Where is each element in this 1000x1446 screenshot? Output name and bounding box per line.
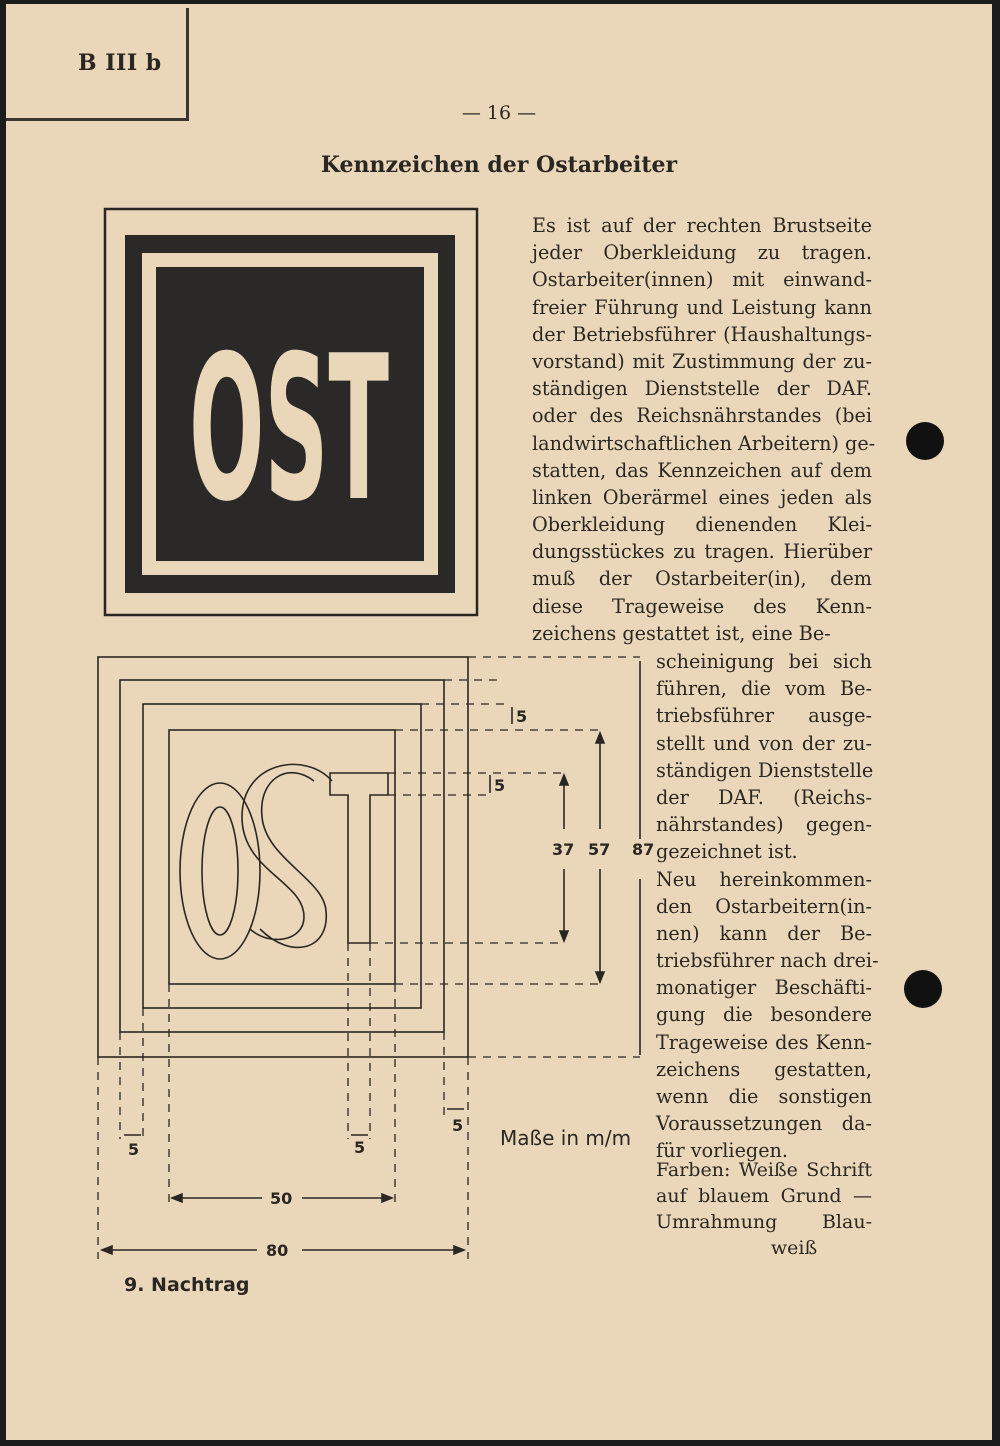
text-line: gezeichnet ist. (656, 840, 798, 864)
text-line: nährstandes) gegen- (656, 813, 872, 837)
text-line: dungsstückes zu tragen. Hierüber (532, 540, 872, 564)
page-title: Kennzeichen der Ostarbeiter (320, 152, 678, 178)
text-line: führen, die vom Be- (656, 677, 872, 701)
text-line: zeichens gestatten, (656, 1057, 872, 1081)
ost-badge-illustration (104, 208, 480, 624)
dimension-drawing (92, 649, 655, 1273)
text-line: landwirtschaftlichen Arbeitern) ge- (532, 431, 876, 455)
text-line: triebsführer nach drei- (656, 949, 879, 973)
colors-note (656, 1157, 872, 1261)
footer-supplement: 9. Nachtrag (124, 1274, 250, 1296)
text-line: Trageweise des Kenn- (656, 1030, 872, 1054)
section-tab-label: B III b (78, 50, 162, 76)
dim-87: 87 (632, 840, 655, 859)
dim-37: 37 (552, 840, 575, 859)
text-line: Umrahmung Blau- (656, 1211, 872, 1233)
document-page (6, 4, 992, 1440)
dim-5-top: 5 (516, 707, 528, 726)
text-line: weiß (770, 1237, 818, 1259)
text-line: jeder Oberkleidung zu tragen. (532, 241, 872, 265)
dim-5-right: 5 (452, 1116, 464, 1135)
text-line: oder des Reichsnährstandes (bei (532, 404, 872, 428)
text-line: nen) kann der Be- (656, 921, 872, 945)
text-line: scheinigung bei sich (656, 650, 872, 673)
text-line: muß der Ostarbeiter(in), dem (532, 567, 872, 591)
dim-5-left: 5 (128, 1140, 140, 1159)
text-line: statten, das Kennzeichen auf dem (532, 458, 872, 482)
text-line: Farben: Weiße Schrift (656, 1159, 872, 1181)
text-line: linken Oberärmel eines jeden als (532, 485, 872, 509)
text-line: wenn die sonstigen (656, 1085, 872, 1108)
paragraph-1 (532, 212, 876, 647)
text-line: vorstand) mit Zustimmung der zu- (532, 349, 872, 373)
text-line: Neu hereinkommen- (656, 867, 872, 891)
text-line: Oberkleidung dienenden Klei- (532, 513, 872, 537)
text-line: freier Führung und Leistung kann (532, 295, 872, 319)
text-line: für vorliegen. (656, 1139, 789, 1163)
text-line: Voraussetzungen da- (656, 1112, 872, 1136)
text-line: ständigen Dienststelle (656, 758, 874, 782)
punch-hole (904, 970, 942, 1008)
text-line: Ostarbeiter(innen) mit einwand- (532, 268, 872, 292)
punch-hole (906, 422, 944, 460)
page-number: — 16 — (461, 102, 537, 124)
badge-text: OST (189, 313, 389, 546)
text-line: triebsführer ausge- (656, 704, 872, 728)
dim-80: 80 (266, 1241, 289, 1260)
paragraph-2 (656, 648, 879, 1165)
dim-5-mid: 5 (494, 776, 506, 795)
text-line: der DAF. (Reichs- (656, 785, 872, 809)
dim-50: 50 (270, 1189, 293, 1208)
text-line: monatiger Beschäfti- (656, 976, 872, 1000)
dim-57: 57 (588, 840, 611, 859)
text-line: ständigen Dienststelle der DAF. (532, 377, 872, 401)
text-line: diese Trageweise des Kenn- (532, 594, 872, 618)
text-line: den Ostarbeitern(in- (656, 894, 872, 918)
units-note: Maße in m/m (500, 1126, 632, 1150)
dim-5-stem: 5 (354, 1138, 366, 1157)
text-line: stellt und von der zu- (656, 731, 872, 755)
text-line: zeichens gestattet ist, eine Be- (532, 621, 831, 645)
text-line: auf blauem Grund — (656, 1185, 872, 1207)
text-line: der Betriebsführer (Haushaltungs- (532, 322, 872, 346)
text-line: Es ist auf der rechten Brustseite (532, 214, 872, 237)
text-line: gung die besondere (656, 1003, 872, 1027)
